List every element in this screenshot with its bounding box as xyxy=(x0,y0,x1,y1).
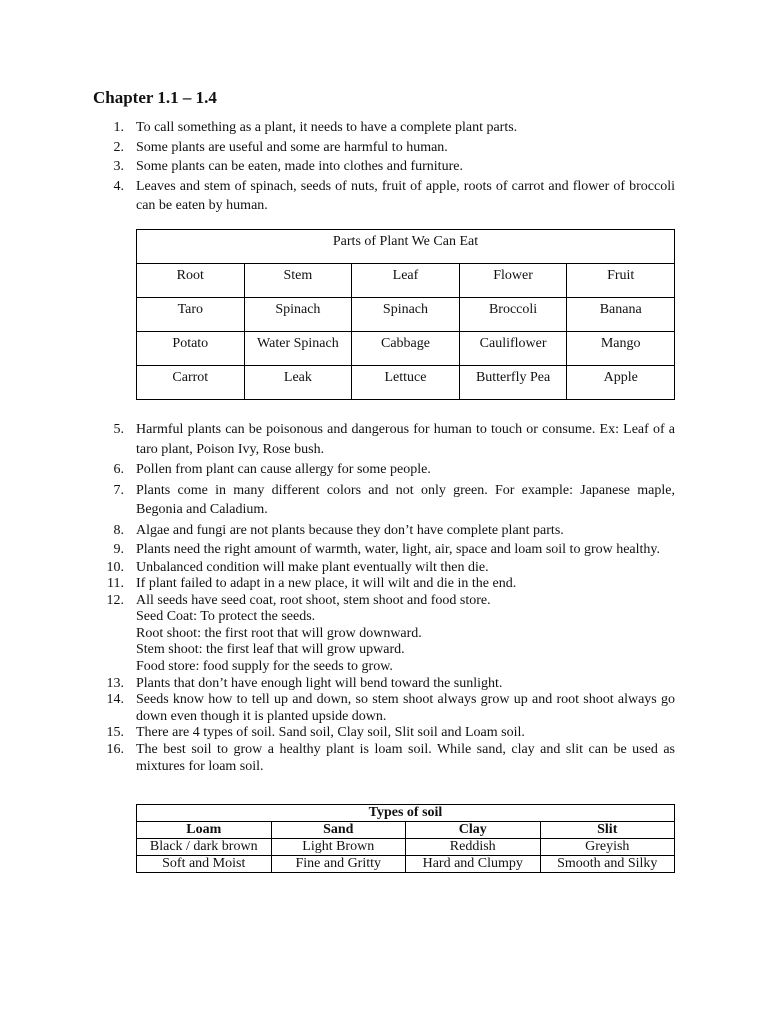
seed-part-definition: Food store: food supply for the seeds to grow. xyxy=(136,659,393,675)
list-item xyxy=(100,576,675,593)
table-header-row xyxy=(137,264,675,298)
column-header: Flower xyxy=(459,264,567,298)
table-row xyxy=(137,366,675,400)
list-item xyxy=(100,157,675,177)
table-cell: Cauliflower xyxy=(459,332,567,366)
column-header: Clay xyxy=(406,822,541,839)
soil-types-table xyxy=(136,804,675,873)
table-cell: Fine and Gritty xyxy=(271,856,406,873)
table-row xyxy=(137,856,675,873)
list-number: 6. xyxy=(113,462,124,477)
list-number: 4. xyxy=(113,178,124,194)
list-text: To call something as a plant, it needs to have a complete plant parts. xyxy=(136,120,518,135)
list-number: 14. xyxy=(106,692,124,708)
list-text: Unbalanced condition will make plant eventually wilt then die. xyxy=(136,559,489,575)
list-number: 3. xyxy=(113,159,124,174)
table-cell: Lettuce xyxy=(352,366,460,400)
list-item xyxy=(100,725,675,742)
list-item xyxy=(100,676,675,693)
list-item xyxy=(100,521,675,541)
table-cell: Black / dark brown xyxy=(137,839,272,856)
intro-list xyxy=(100,118,675,215)
table-header-row xyxy=(137,822,675,839)
list-text: Algae and fungi are not plants because they don’t have complete plant parts. xyxy=(136,522,564,538)
list-text: Leaves and stem of spinach, seeds of nuts, fruit of apple, roots of carrot and flower of broccoli can be eaten by human. xyxy=(136,178,675,213)
list-number: 5. xyxy=(113,422,124,437)
table-cell: Leak xyxy=(244,366,352,400)
list-number: 16. xyxy=(106,742,124,758)
table-cell: Soft and Moist xyxy=(137,856,272,873)
table-cell: Butterfly Pea xyxy=(459,366,567,400)
table-cell: Light Brown xyxy=(271,839,406,856)
facts-list xyxy=(100,420,675,775)
list-number: 1. xyxy=(113,120,124,135)
column-header: Fruit xyxy=(567,264,675,298)
seed-part-definition: Root shoot: the first root that will grow downward. xyxy=(136,625,422,641)
seed-part-definition: Seed Coat: To protect the seeds. xyxy=(136,609,316,625)
list-item xyxy=(100,593,675,676)
list-number: 11. xyxy=(107,576,124,592)
list-number: 2. xyxy=(113,139,124,155)
list-number: 7. xyxy=(113,482,124,498)
table-row xyxy=(137,298,675,332)
list-number: 15. xyxy=(106,725,124,741)
list-number: 12. xyxy=(106,592,124,608)
list-item xyxy=(100,420,675,459)
list-item xyxy=(100,138,675,158)
column-header: Loam xyxy=(137,822,272,839)
list-number: 8. xyxy=(113,522,124,538)
list-text: Pollen from plant can cause allergy for some people. xyxy=(136,462,431,477)
list-text: Some plants can be eaten, made into clothes and furniture. xyxy=(136,159,463,174)
list-item xyxy=(100,692,675,725)
list-text: Plants that don’t have enough light will bend toward the sunlight. xyxy=(136,675,503,691)
table-cell: Hard and Clumpy xyxy=(406,856,541,873)
list-item xyxy=(100,118,675,138)
table-cell: Water Spinach xyxy=(244,332,352,366)
list-text: Harmful plants can be poisonous and dangerous for human to touch or consume. Ex: Leaf of a taro plant, Poison Ivy, Rose bush. xyxy=(136,422,675,457)
list-text: All seeds have seed coat, root shoot, stem shoot and food store. xyxy=(136,592,491,608)
list-text: Seeds know how to tell up and down, so stem shoot always grow up and root shoot always go down even though it is planted upside down. xyxy=(136,692,675,724)
table-cell: Taro xyxy=(137,298,245,332)
list-number: 13. xyxy=(106,675,124,691)
table-cell: Potato xyxy=(137,332,245,366)
table-cell: Banana xyxy=(567,298,675,332)
edible-plant-parts-table xyxy=(136,229,675,400)
list-item xyxy=(100,481,675,520)
table-cell: Apple xyxy=(567,366,675,400)
list-number: 9. xyxy=(113,542,124,557)
table-cell: Carrot xyxy=(137,366,245,400)
table-caption: Parts of Plant We Can Eat xyxy=(137,230,675,264)
list-text: Some plants are useful and some are harmful to human. xyxy=(136,139,448,155)
table-cell: Reddish xyxy=(406,839,541,856)
list-item xyxy=(100,742,675,775)
list-item xyxy=(100,541,675,559)
list-text: Plants need the right amount of warmth, water, light, air, space and loam soil to grow healthy. xyxy=(136,542,661,557)
list-item xyxy=(100,177,675,215)
column-header: Leaf xyxy=(352,264,460,298)
table-caption-row xyxy=(137,230,675,264)
seed-part-definition: Stem shoot: the first leaf that will grow upward. xyxy=(136,642,405,658)
table-row xyxy=(137,839,675,856)
list-text: The best soil to grow a healthy plant is loam soil. While sand, clay and slit can be used as mixtures for loam soil. xyxy=(136,742,675,774)
column-header: Stem xyxy=(244,264,352,298)
list-item xyxy=(100,460,675,480)
column-header: Sand xyxy=(271,822,406,839)
column-header: Slit xyxy=(540,822,675,839)
table-cell: Greyish xyxy=(540,839,675,856)
table-cell: Mango xyxy=(567,332,675,366)
list-text: If plant failed to adapt in a new place, it will wilt and die in the end. xyxy=(136,576,517,592)
table-cell: Smooth and Silky xyxy=(540,856,675,873)
table-row xyxy=(137,332,675,366)
list-text: There are 4 types of soil. Sand soil, Clay soil, Slit soil and Loam soil. xyxy=(136,725,525,741)
table-cell: Cabbage xyxy=(352,332,460,366)
list-text: Plants come in many different colors and not only green. For example: Japanese maple, Begonia and Caladium. xyxy=(136,482,675,517)
table-caption-row xyxy=(137,805,675,822)
table-cell: Spinach xyxy=(244,298,352,332)
list-number: 10. xyxy=(106,559,124,575)
chapter-title: Chapter 1.1 – 1.4 xyxy=(93,88,217,107)
list-item xyxy=(100,560,675,577)
table-cell: Spinach xyxy=(352,298,460,332)
table-cell: Broccoli xyxy=(459,298,567,332)
table-caption: Types of soil xyxy=(137,805,675,822)
column-header: Root xyxy=(137,264,245,298)
